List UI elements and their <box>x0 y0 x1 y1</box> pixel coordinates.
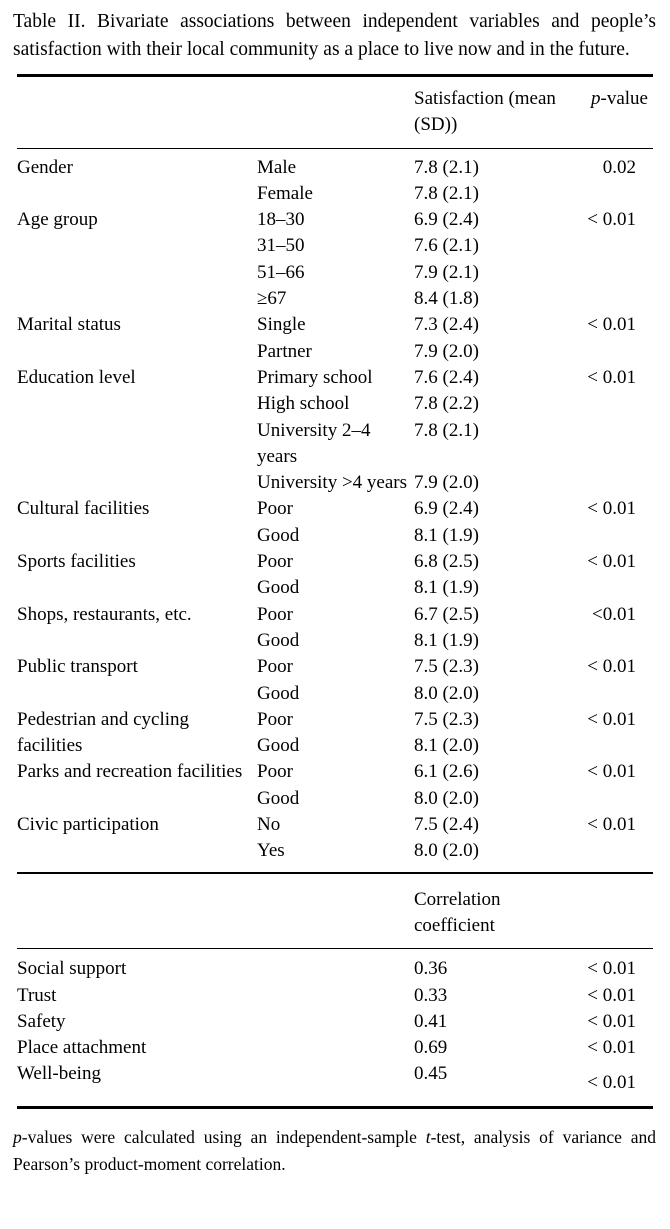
correlation-value: 0.69 <box>414 1037 448 1059</box>
correlation-table <box>17 874 653 1109</box>
plain-text: -values were calculated using an independent-sample <box>21 1126 426 1147</box>
table-row <box>17 1035 653 1061</box>
correlation-table-body <box>17 949 653 1107</box>
p-value: < 0.01 <box>587 498 636 520</box>
variable-label: Cultural facilities <box>17 498 150 520</box>
correlation-value: 0.33 <box>414 984 448 1006</box>
level-label: University >4 years <box>257 472 408 494</box>
level-label: Male <box>257 156 297 178</box>
satisfaction-value: 7.5 (2.4) <box>414 814 479 836</box>
variable-label: Shops, restaurants, etc. <box>17 603 192 625</box>
satisfaction-value: 8.0 (2.0) <box>414 840 479 862</box>
level-label: Single <box>257 314 306 336</box>
variable-label: Place attachment <box>17 1037 147 1059</box>
header-p-empty <box>560 874 653 949</box>
table-row <box>17 812 653 838</box>
satisfaction-value: 8.0 (2.0) <box>414 682 479 704</box>
satisfaction-value: 7.6 (2.1) <box>414 235 479 257</box>
satisfaction-value: 7.9 (2.1) <box>414 261 479 283</box>
p-value: < 0.01 <box>587 1072 636 1094</box>
satisfaction-value: 8.0 (2.0) <box>414 787 479 809</box>
level-label: Female <box>257 182 313 204</box>
level-label: Poor <box>257 498 293 520</box>
variable-label: Safety <box>17 1010 66 1032</box>
satisfaction-value: 7.9 (2.0) <box>414 472 479 494</box>
correlation-value: 0.41 <box>414 1010 448 1032</box>
table-row <box>17 949 653 983</box>
header-p-value <box>560 76 653 149</box>
p-value: < 0.01 <box>587 1010 636 1032</box>
table-row <box>17 602 653 628</box>
level-label: Poor <box>257 551 293 573</box>
level-label: Good <box>257 735 300 757</box>
bivariate-table-body <box>17 148 653 873</box>
p-value: <0.01 <box>592 603 636 625</box>
correlation-value: 0.45 <box>414 1063 448 1085</box>
table-header <box>17 76 653 149</box>
satisfaction-value: 6.8 (2.5) <box>414 551 479 573</box>
level-label: University 2–4 years <box>257 419 371 467</box>
level-label: Good <box>257 629 300 651</box>
p-value: < 0.01 <box>587 761 636 783</box>
p-value: < 0.01 <box>587 366 636 388</box>
table-row <box>17 707 653 733</box>
satisfaction-value: 8.1 (1.9) <box>414 524 479 546</box>
table-row <box>17 312 653 338</box>
satisfaction-value: 8.4 (1.8) <box>414 288 479 310</box>
italic-text: p <box>13 1126 22 1147</box>
variable-label: Marital status <box>17 314 121 336</box>
level-label: 51–66 <box>257 261 305 283</box>
table-row <box>17 983 653 1009</box>
variable-label: Sports facilities <box>17 551 136 573</box>
variable-label: Education level <box>17 366 136 388</box>
level-label: ≥67 <box>257 288 287 310</box>
level-label: Good <box>257 577 300 599</box>
level-label: Poor <box>257 656 293 678</box>
header-variable-empty <box>17 76 257 149</box>
level-label: No <box>257 814 281 836</box>
variable-label: Well-being <box>17 1063 101 1085</box>
table-row <box>17 365 653 391</box>
variable-label: Social support <box>17 958 127 980</box>
satisfaction-value: 7.5 (2.3) <box>414 656 479 678</box>
level-label: Poor <box>257 708 293 730</box>
satisfaction-value: 7.6 (2.4) <box>414 366 479 388</box>
header-level-empty <box>257 76 414 149</box>
table-row <box>17 496 653 522</box>
table-title: Table II. Bivariate associations between independent variables and people’s satisfaction with their local community as a place to live now and in the future. <box>13 11 656 60</box>
variable-label: Pedestrian and cycling facilities <box>17 708 190 757</box>
variable-label: Trust <box>17 984 57 1006</box>
variable-label: Gender <box>17 156 73 178</box>
p-value: < 0.01 <box>587 209 636 231</box>
level-label: Good <box>257 682 300 704</box>
italic-text: p <box>591 88 601 109</box>
correlation-header <box>17 874 653 949</box>
plain-text: -value <box>600 88 648 109</box>
satisfaction-value: 7.5 (2.3) <box>414 708 479 730</box>
p-value: < 0.01 <box>587 656 636 678</box>
table-row <box>17 654 653 680</box>
header-correlation-coefficient: Correlation coefficient <box>414 874 560 949</box>
correlation-value: 0.36 <box>414 958 448 980</box>
p-value: < 0.01 <box>587 314 636 336</box>
level-label: Good <box>257 524 300 546</box>
p-value: < 0.01 <box>587 814 636 836</box>
italic-text: t <box>425 1126 431 1147</box>
level-label: Primary school <box>257 366 373 388</box>
satisfaction-value: 8.1 (2.0) <box>414 735 479 757</box>
level-label: Poor <box>257 603 293 625</box>
level-label: Good <box>257 787 300 809</box>
satisfaction-value: 6.1 (2.6) <box>414 761 479 783</box>
satisfaction-value: 7.8 (2.1) <box>414 182 479 204</box>
level-label: Partner <box>257 340 312 362</box>
level-label: High school <box>257 393 350 415</box>
p-value: < 0.01 <box>587 1037 636 1059</box>
satisfaction-value: 7.3 (2.4) <box>414 314 479 336</box>
satisfaction-value: 6.7 (2.5) <box>414 603 479 625</box>
table-footnote <box>13 1124 656 1178</box>
variable-label: Age group <box>17 209 98 231</box>
bivariate-associations-table <box>17 74 653 874</box>
header-row <box>17 874 653 949</box>
p-value: < 0.01 <box>587 551 636 573</box>
table-row <box>17 549 653 575</box>
level-label: 31–50 <box>257 235 305 257</box>
plain-text: -test, analysis of variance and Pearson’s product-moment correlation. <box>13 1126 656 1174</box>
satisfaction-value: 7.9 (2.0) <box>414 340 479 362</box>
table-row <box>17 1061 653 1107</box>
satisfaction-value: 8.1 (1.9) <box>414 629 479 651</box>
p-value: < 0.01 <box>587 984 636 1006</box>
satisfaction-value: 6.9 (2.4) <box>414 498 479 520</box>
satisfaction-value: 7.8 (2.1) <box>414 156 479 178</box>
variable-label: Parks and recreation facilities <box>17 761 243 783</box>
header-satisfaction: Satisfaction (mean (SD)) <box>414 76 560 149</box>
level-label: Poor <box>257 761 293 783</box>
header-empty <box>17 874 414 949</box>
bivariate-table <box>17 74 653 1109</box>
table-row <box>17 207 653 233</box>
satisfaction-value: 8.1 (1.9) <box>414 577 479 599</box>
variable-label: Civic participation <box>17 814 159 836</box>
p-value: < 0.01 <box>587 708 636 730</box>
table-row <box>17 759 653 785</box>
header-row <box>17 76 653 149</box>
satisfaction-value: 7.8 (2.1) <box>414 419 479 441</box>
satisfaction-value: 6.9 (2.4) <box>414 209 479 231</box>
table-row <box>17 148 653 181</box>
satisfaction-value: 7.8 (2.2) <box>414 393 479 415</box>
table-row <box>17 1009 653 1035</box>
p-value: 0.02 <box>602 156 636 178</box>
level-label: 18–30 <box>257 209 305 231</box>
variable-label: Public transport <box>17 656 138 678</box>
p-value: < 0.01 <box>587 958 636 980</box>
level-label: Yes <box>257 840 285 862</box>
